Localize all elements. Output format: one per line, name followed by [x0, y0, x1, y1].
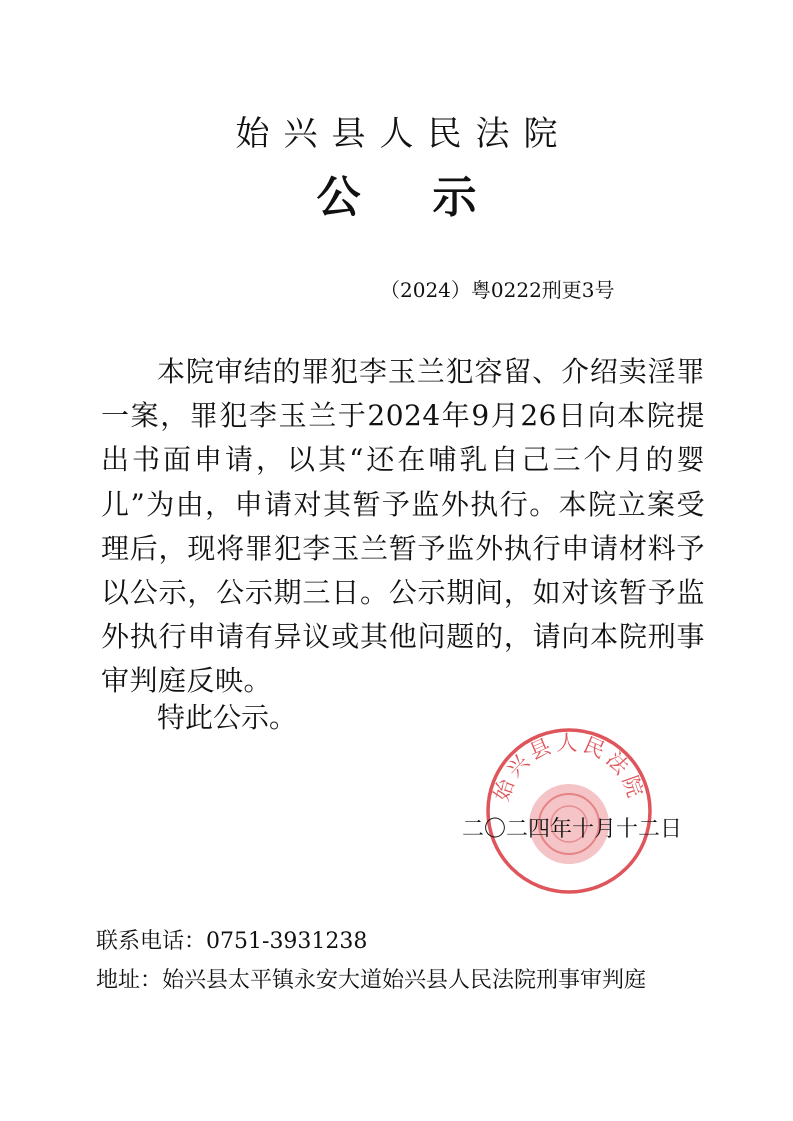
address-text: 始兴县太平镇永安大道始兴县人民法院刑事审判庭 [162, 968, 647, 993]
address-label: 地址： [96, 968, 163, 993]
court-seal [484, 726, 654, 896]
closing-remark: 特此公示。 [157, 701, 298, 734]
issue-date: 二〇二四年十月十二日 [462, 817, 683, 842]
seal-text: 始兴县人民法院 [489, 730, 649, 805]
contact-phone [96, 926, 367, 958]
case-number: （2024）粤0222刑更3号 [380, 278, 615, 302]
notice-body: 本院审结的罪犯李玉兰犯容留、介绍卖淫罪一案，罪犯李玉兰于2024年9月26日向本院提出书面申请，以其“还在哺乳自己三个月的婴儿”为由，申请对其暂予监外执行。本院立案受理后，现将罪犯李玉兰暂予监外执行申请材料予以公示，公示期三日。公示期间，如对该暂予监外执行申请有异议或其他问题的，请向本院刑事审判庭反映。 [101, 355, 705, 698]
phone-label: 联系电话： [96, 929, 207, 954]
court-name: 始兴县人民法院 [235, 114, 572, 154]
document-title: 公示 [316, 172, 549, 223]
contact-address [96, 965, 646, 997]
phone-number: 0751-3931238 [206, 929, 368, 954]
